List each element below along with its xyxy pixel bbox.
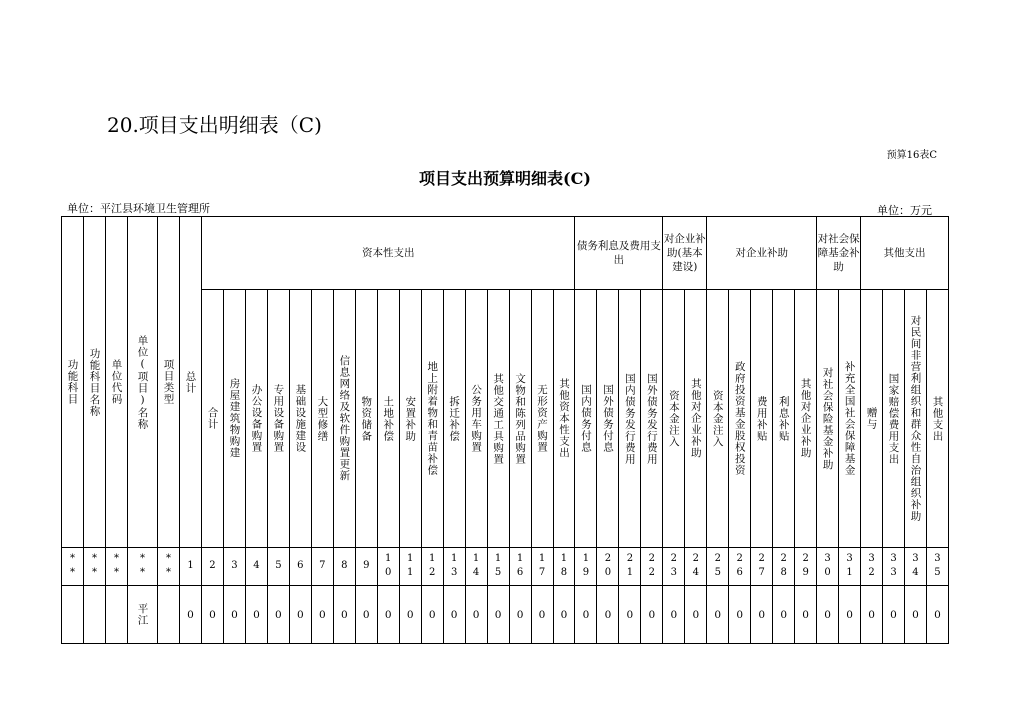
column-index-row: [62, 548, 949, 586]
index-cell: [773, 548, 795, 586]
data-cell: [106, 586, 128, 644]
column-header: [289, 290, 311, 548]
column-header: [465, 290, 487, 548]
column-header: [333, 290, 355, 548]
index-value: 15: [492, 552, 504, 581]
index-cell: [751, 548, 773, 586]
column-label: 补充全国社会保障基金: [843, 361, 856, 476]
index-cell: [597, 548, 619, 586]
group-header: [707, 217, 817, 290]
group-header: [575, 217, 663, 290]
index-cell: [245, 548, 267, 586]
column-header: [311, 290, 333, 548]
data-cell: 0: [465, 586, 487, 644]
column-header: [641, 290, 663, 548]
index-cell: [180, 548, 202, 586]
column-label: 对社会保险基金补助: [821, 366, 834, 471]
column-label: 其他对企业补助: [689, 378, 702, 459]
index-value: 9: [360, 559, 372, 574]
data-cell: 0: [333, 586, 355, 644]
index-value: 5: [272, 559, 284, 574]
data-cell: 0: [399, 586, 421, 644]
data-cell: 0: [905, 586, 927, 644]
column-header: [245, 290, 267, 548]
currency-unit: 单位：万元: [877, 204, 932, 217]
column-header: [223, 290, 245, 548]
data-cell: [158, 586, 180, 644]
data-cell: 0: [531, 586, 553, 644]
index-cell: [289, 548, 311, 586]
expenditure-detail-table: [61, 216, 949, 644]
column-header: [883, 290, 905, 548]
index-cell: [62, 548, 84, 586]
index-value: 4: [250, 559, 262, 574]
index-value: 12: [426, 552, 438, 581]
column-header: [597, 290, 619, 548]
index-cell: [883, 548, 905, 586]
index-cell: [158, 548, 180, 586]
column-label: 专用设备购置: [272, 384, 285, 453]
column-header: [553, 290, 575, 548]
column-label: 办公设备购置: [250, 384, 263, 453]
column-header: [399, 290, 421, 548]
column-label: 文物和陈列品购置: [514, 372, 527, 465]
data-cell: 0: [487, 586, 509, 644]
data-cell: 0: [421, 586, 443, 644]
group-header-row: [62, 217, 949, 290]
data-cell: 0: [773, 586, 795, 644]
index-cell: [311, 548, 333, 586]
data-cell: 0: [839, 586, 861, 644]
column-label: 赠与: [865, 407, 878, 430]
data-cell: 0: [597, 586, 619, 644]
data-cell: 0: [553, 586, 575, 644]
header-cell: [84, 217, 106, 548]
header-label: 功能科目: [66, 359, 79, 405]
column-label: 其他资本性支出: [558, 378, 571, 459]
column-header: [773, 290, 795, 548]
data-cell: [62, 586, 84, 644]
column-header: [926, 290, 948, 548]
column-header: [663, 290, 685, 548]
report-heading: 20.项目支出明细表（C): [107, 113, 322, 137]
index-cell: [817, 548, 839, 586]
column-header: [421, 290, 443, 548]
column-header: [685, 290, 707, 548]
group-label: 其他支出: [883, 246, 926, 259]
index-value: **: [111, 552, 122, 581]
data-cell: 0: [883, 586, 905, 644]
column-label: 合计: [206, 407, 219, 430]
index-cell: [84, 548, 106, 586]
group-label: 对企业补助: [735, 246, 788, 259]
column-header: [619, 290, 641, 548]
group-header: [663, 217, 707, 290]
index-value: 19: [580, 552, 592, 581]
column-label: 国外债务付息: [601, 384, 614, 453]
index-value: **: [137, 552, 148, 581]
group-header: [817, 217, 861, 290]
data-cell: 0: [575, 586, 597, 644]
column-label: 国内债务付息: [579, 384, 592, 453]
index-cell: [202, 548, 224, 586]
data-cell: 0: [289, 586, 311, 644]
data-cell: 0: [311, 586, 333, 644]
index-value: 33: [888, 552, 900, 581]
data-cell: 0: [267, 586, 289, 644]
column-label: 其他对企业补助: [799, 378, 812, 459]
header-label: 功能科目名称: [88, 347, 101, 417]
index-value: 26: [734, 552, 746, 581]
index-cell: [443, 548, 465, 586]
index-cell: [839, 548, 861, 586]
data-cell: 0: [377, 586, 399, 644]
header-label: 项目类型: [162, 359, 175, 405]
header-label: 单位代码: [110, 359, 123, 405]
data-cell: 0: [619, 586, 641, 644]
group-header: [202, 217, 575, 290]
column-header: [202, 290, 224, 548]
column-label: 大型修缮: [316, 395, 329, 442]
column-label: 公务用车购置: [470, 384, 483, 453]
group-label: 对企业补助(基本建设): [663, 232, 706, 274]
index-value: 7: [316, 559, 328, 574]
index-cell: [355, 548, 377, 586]
index-value: 1: [185, 559, 196, 574]
column-header: [487, 290, 509, 548]
index-cell: [377, 548, 399, 586]
index-cell: [531, 548, 553, 586]
index-cell: [553, 548, 575, 586]
table-title: 项目支出预算明细表(C): [419, 169, 591, 188]
column-label: 房屋建筑物购建: [228, 378, 241, 459]
header-cell: [158, 217, 180, 548]
index-cell: [707, 548, 729, 586]
index-value: 17: [536, 552, 548, 581]
index-cell: [333, 548, 355, 586]
index-value: 20: [602, 552, 614, 581]
index-value: 21: [624, 552, 636, 581]
budget-table-number: 预算16表C: [886, 150, 937, 161]
unit-name-value: 平江: [136, 603, 149, 626]
data-cell: 0: [861, 586, 883, 644]
column-header: [905, 290, 927, 548]
index-value: **: [163, 552, 174, 581]
index-value: 34: [909, 552, 921, 581]
group-label: 对社会保障基金补助: [817, 232, 860, 274]
data-cell: 0: [223, 586, 245, 644]
column-label: 基础设施建设: [294, 384, 307, 453]
column-label: 国家赔偿费用支出: [887, 372, 900, 465]
column-label: 国外债务发行费用: [645, 372, 658, 465]
column-header: [443, 290, 465, 548]
index-value: 25: [712, 552, 724, 581]
data-cell: 0: [926, 586, 948, 644]
header-cell: [106, 217, 128, 548]
column-label: 其他交通工具购置: [492, 372, 505, 465]
index-cell: [641, 548, 663, 586]
column-label: 安置补助: [404, 395, 417, 442]
group-label: 债务利息及费用支出: [576, 239, 661, 266]
index-value: **: [89, 552, 100, 581]
index-cell: [905, 548, 927, 586]
column-label: 物资储备: [360, 395, 373, 442]
index-value: 30: [822, 552, 834, 581]
index-cell: [795, 548, 817, 586]
column-label: 资本金注入: [711, 389, 724, 448]
index-value: 32: [866, 552, 878, 581]
data-cell: 0: [202, 586, 224, 644]
column-header: [377, 290, 399, 548]
index-value: 8: [338, 559, 350, 574]
index-value: 14: [470, 552, 482, 581]
index-value: 23: [668, 552, 680, 581]
index-value: 35: [931, 552, 943, 581]
column-header: [729, 290, 751, 548]
column-label: 土地补偿: [382, 395, 395, 442]
column-header: [575, 290, 597, 548]
data-cell: 0: [180, 586, 202, 644]
index-value: 28: [778, 552, 790, 581]
index-value: 31: [844, 552, 856, 581]
index-cell: [575, 548, 597, 586]
column-label: 信息网络及软件购置更新: [338, 355, 351, 482]
column-label: 地上附着物和青苗补偿: [426, 361, 439, 476]
index-cell: [926, 548, 948, 586]
index-value: 6: [294, 559, 306, 574]
column-label: 利息补贴: [777, 395, 790, 442]
data-cell: 0: [751, 586, 773, 644]
header-cell: [62, 217, 84, 548]
column-label: 政府投资基金股权投资: [733, 361, 746, 476]
index-cell: [663, 548, 685, 586]
column-header: [509, 290, 531, 548]
column-header: [707, 290, 729, 548]
column-label: 无形资产购置: [536, 384, 549, 453]
column-label: 对民间非营利组织和群众性自治组织补助: [909, 315, 922, 522]
index-value: 29: [800, 552, 812, 581]
column-header: [795, 290, 817, 548]
column-label: 拆迁补偿: [448, 395, 461, 442]
data-cell: 0: [707, 586, 729, 644]
index-cell: [465, 548, 487, 586]
column-label: 费用补贴: [755, 395, 768, 442]
column-header: [267, 290, 289, 548]
column-header: [839, 290, 861, 548]
column-header: [355, 290, 377, 548]
data-cell: [84, 586, 106, 644]
index-value: 24: [690, 552, 702, 581]
column-label: 国内债务发行费用: [623, 372, 636, 465]
index-value: 10: [382, 552, 394, 581]
index-cell: [861, 548, 883, 586]
index-cell: [399, 548, 421, 586]
index-value: 13: [448, 552, 460, 581]
column-header: [861, 290, 883, 548]
index-value: 22: [646, 552, 658, 581]
data-cell: 0: [817, 586, 839, 644]
header-cell: [128, 217, 158, 548]
index-cell: [487, 548, 509, 586]
index-value: **: [67, 552, 78, 581]
index-cell: [128, 548, 158, 586]
column-header: [531, 290, 553, 548]
data-cell: 0: [509, 586, 531, 644]
data-cell: [128, 586, 158, 644]
index-cell: [223, 548, 245, 586]
index-value: 3: [228, 559, 240, 574]
index-cell: [729, 548, 751, 586]
column-header: [817, 290, 839, 548]
header-cell: [180, 217, 202, 548]
column-label: 资本金注入: [667, 389, 680, 448]
column-header: [751, 290, 773, 548]
index-value: 11: [404, 552, 416, 581]
data-cell: 0: [663, 586, 685, 644]
header-label: 总计: [184, 370, 197, 394]
data-cell: 0: [355, 586, 377, 644]
data-cell: 0: [245, 586, 267, 644]
group-label: 资本性支出: [361, 246, 415, 259]
index-value: 18: [558, 552, 570, 581]
header-label: 单位(项目)名称: [136, 334, 149, 430]
index-value: 27: [756, 552, 768, 581]
group-header: [861, 217, 949, 290]
data-cell: 0: [641, 586, 663, 644]
index-cell: [619, 548, 641, 586]
table-row: [62, 586, 949, 644]
index-cell: [509, 548, 531, 586]
index-value: 16: [514, 552, 526, 581]
index-cell: [106, 548, 128, 586]
index-cell: [421, 548, 443, 586]
index-cell: [685, 548, 707, 586]
data-cell: 0: [685, 586, 707, 644]
organization-unit: 单位：平江县环境卫生管理所: [67, 202, 210, 215]
column-label: 其他支出: [931, 395, 944, 442]
index-value: 2: [206, 559, 218, 574]
data-cell: 0: [729, 586, 751, 644]
index-cell: [267, 548, 289, 586]
data-cell: 0: [795, 586, 817, 644]
data-cell: 0: [443, 586, 465, 644]
